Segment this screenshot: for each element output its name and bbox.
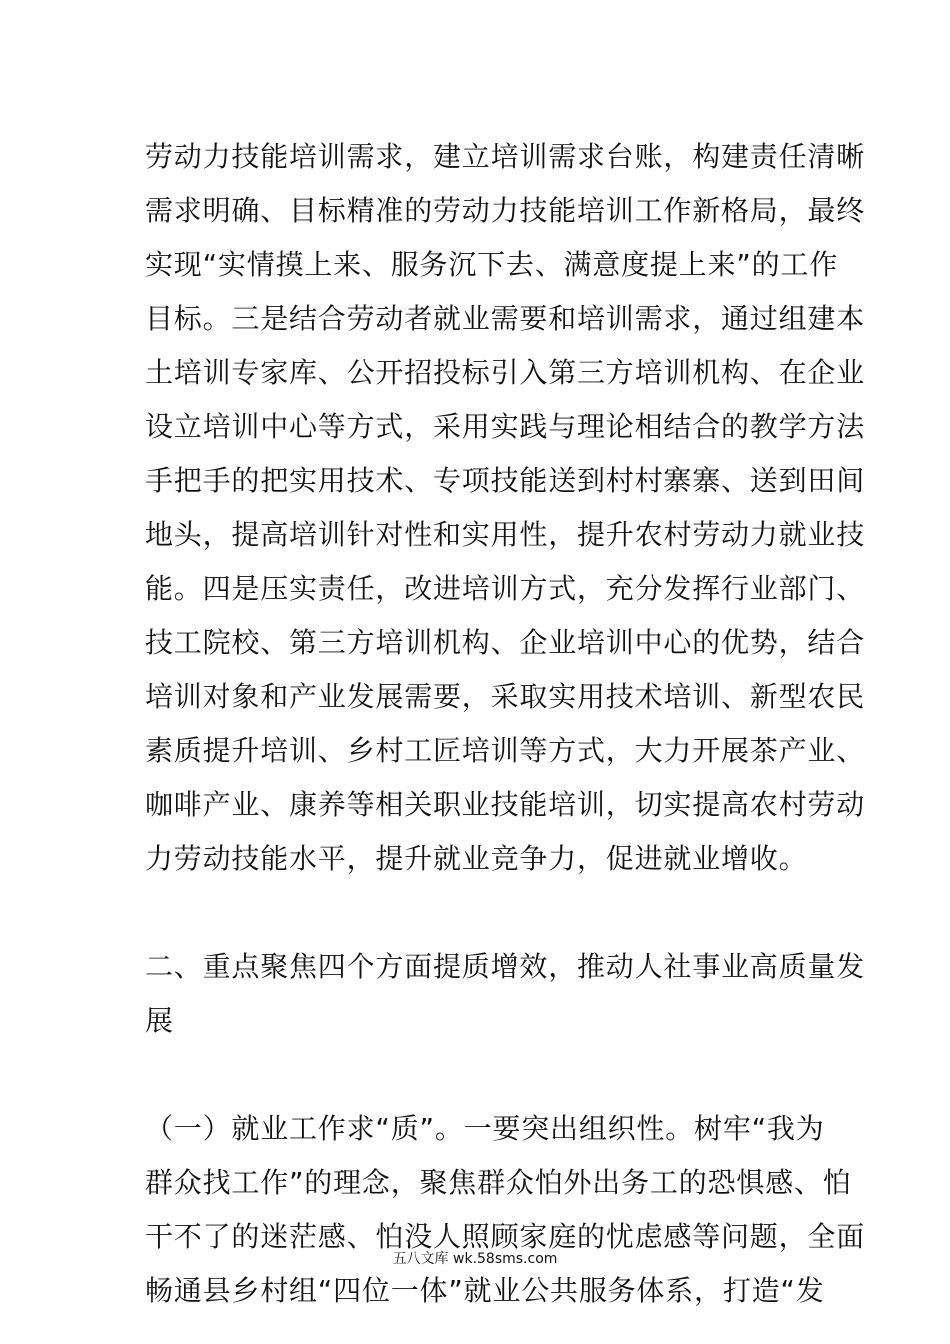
footer-watermark: 五八文库 wk.58sms.com <box>392 1251 558 1267</box>
text-line: 力劳动技能水平，提升就业竞争力，促进就业增收。 <box>145 842 808 875</box>
paragraph <box>145 130 866 886</box>
heading-line: 展 <box>145 1004 174 1037</box>
text-line: 设立培训中心等方式，采用实践与理论相结合的教学方法 <box>145 410 866 443</box>
text-line: 需求明确、目标精准的劳动力技能培训工作新格局，最终 <box>145 194 866 227</box>
paragraph <box>145 1102 866 1318</box>
text-line: 培训对象和产业发展需要，采取实用技术培训、新型农民 <box>145 680 866 713</box>
text-line: 技工院校、第三方培训机构、企业培训中心的优势，结合 <box>145 626 866 659</box>
section-heading <box>145 940 866 1048</box>
text-line: 目标。三是结合劳动者就业需要和培训需求，通过组建本 <box>145 302 866 335</box>
text-line: 能。四是压实责任，改进培训方式，充分发挥行业部门、 <box>145 572 866 605</box>
text-line: 地头，提高培训针对性和实用性，提升农村劳动力就业技 <box>145 518 866 551</box>
document-body <box>145 130 866 1318</box>
text-line: 畅通县乡村组“四位一体”就业公共服务体系，打造“发 <box>145 1274 825 1307</box>
paragraph-spacer <box>145 1048 815 1102</box>
text-line: 手把手的把实用技术、专项技能送到村村寨寨、送到田间 <box>145 464 866 497</box>
paragraph-spacer <box>145 886 815 940</box>
text-line: 素质提升培训、乡村工匠培训等方式，大力开展茶产业、 <box>145 734 866 767</box>
text-line: 实现“实情摸上来、服务沉下去、满意度提上来”的工作 <box>145 248 839 281</box>
text-line: 劳动力技能培训需求，建立培训需求台账，构建责任清晰 <box>145 140 866 173</box>
heading-line: 二、重点聚焦四个方面提质增效，推动人社事业高质量发 <box>145 950 866 983</box>
text-line: 土培训专家库、公开招投标引入第三方培训机构、在企业 <box>145 356 866 389</box>
text-line: 群众找工作”的理念，聚焦群众怕外出务工的恐惧感、怕 <box>145 1166 852 1199</box>
text-line: （一）就业工作求“质”。一要突出组织性。树牢“我为 <box>145 1112 825 1145</box>
text-line: 干不了的迷茫感、怕没人照顾家庭的忧虑感等问题，全面 <box>145 1220 866 1253</box>
text-line: 咖啡产业、康养等相关职业技能培训，切实提高农村劳动 <box>145 788 866 821</box>
